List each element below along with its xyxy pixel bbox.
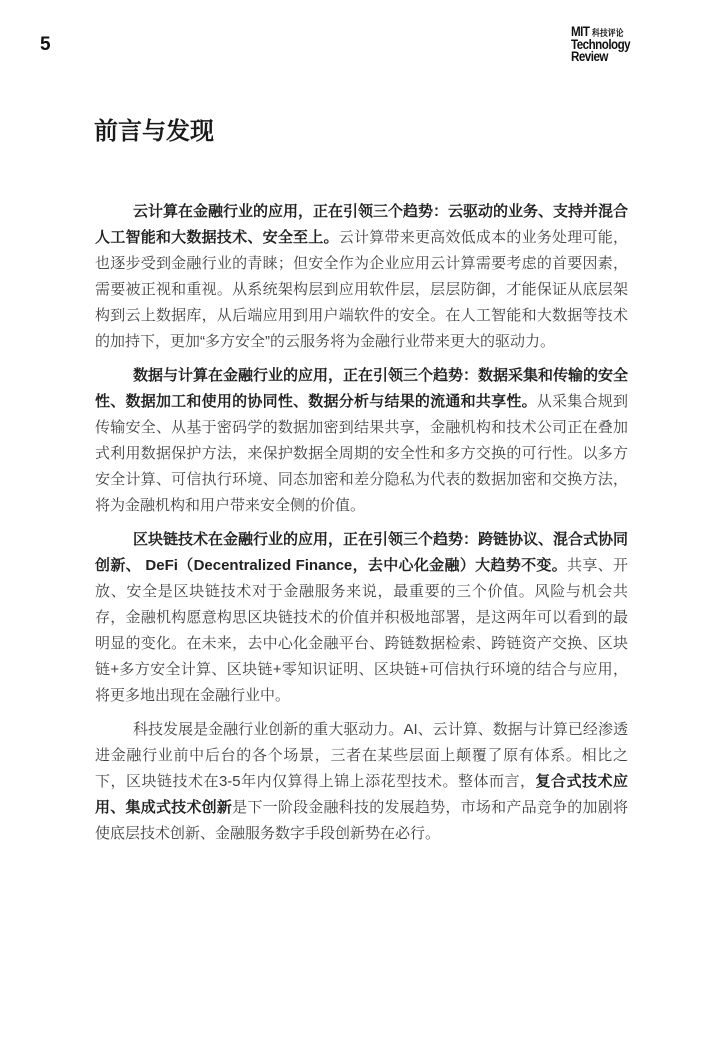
text-run: 是下一阶段金融科技的发展趋势，市场和产品竞争的加剧将使底层技术创新、金融服务数字手段创新势在必行。 (95, 799, 628, 842)
bold-text-run: 云计算在金融行业的应用，正在引领三个趋势：云驱动的业务、支持并混合人工智能和大数据技术、安全至上。 (95, 203, 629, 246)
paragraph (95, 363, 628, 519)
section-title: 前言与发现 (94, 118, 214, 145)
bold-text-run: 复合式技术应用、集成式技术创新 (95, 773, 628, 816)
logo-review-text: Review (571, 48, 608, 64)
text-run: 云计算带来更高效低成本的业务处理可能，也逐步受到金融行业的青睐；但安全作为企业应用云计算需要考虑的首要因素，需要被正视和重视。从系统架构层到应用软件层，层层防御，才能保证从底层架构到云上数据库，从后端应用到用户端软件的安全。在人工智能和大数据等技术的加持下，更加“多方安全”的云服务将为金融行业带来更大的驱动力。 (95, 229, 628, 350)
page-number: 5 (40, 34, 51, 55)
bold-text-run: 数据与计算在金融行业的应用，正在引领三个趋势：数据采集和传输的安全性、数据加工和使用的协同性、数据分析与结果的流通和共享性。 (95, 367, 629, 410)
paragraph (95, 199, 628, 355)
logo-technology-text: Technology (571, 37, 631, 52)
body-content (95, 199, 628, 855)
text-run: 共享、开放、安全是区块链技术对于金融服务来说，最重要的三个价值。风险与机会共存，金融机构愿意构思区块链技术的价值并积极地部署，是这两年可以看到的最明显的变化。在未来，去中心化金融平台、跨链数据检索、跨链资产交换、区块链+多方安全计算、区块链+零知识证明、区块链+可信执行环境的结合与应用，将更多地出现在金融行业中。 (95, 557, 628, 704)
text-run: 从采集合规到传输安全、从基于密码学的数据加密到结果共享，金融机构和技术公司正在叠加式利用数据保护方法，来保护数据全周期的安全性和多方交换的可行性。以多方安全计算、可信执行环境、同态加密和差分隐私为代表的数据加密和交换方法，将为金融机构和用户带来安全侧的价值。 (95, 393, 628, 514)
bold-text-run: 区块链技术在金融行业的应用，正在引领三个趋势：跨链协议、混合式协同创新、 DeFi（Decentralized Finance，去中心化金融）大趋势不变。 (95, 531, 629, 574)
mit-technology-review-logo (571, 26, 630, 62)
logo-mit-text: MIT (571, 24, 590, 39)
paragraph (95, 527, 628, 709)
logo-chinese-text: 科技评论 (592, 28, 624, 38)
paragraph (95, 717, 628, 847)
text-run: 科技发展是金融行业创新的重大驱动力。AI、云计算、数据与计算已经渗透进金融行业前中后台的各个场景，三者在某些层面上颠覆了原有体系。相比之下，区块链技术在3-5年内仅算得上锦上添花型技术。整体而言， (95, 721, 628, 790)
